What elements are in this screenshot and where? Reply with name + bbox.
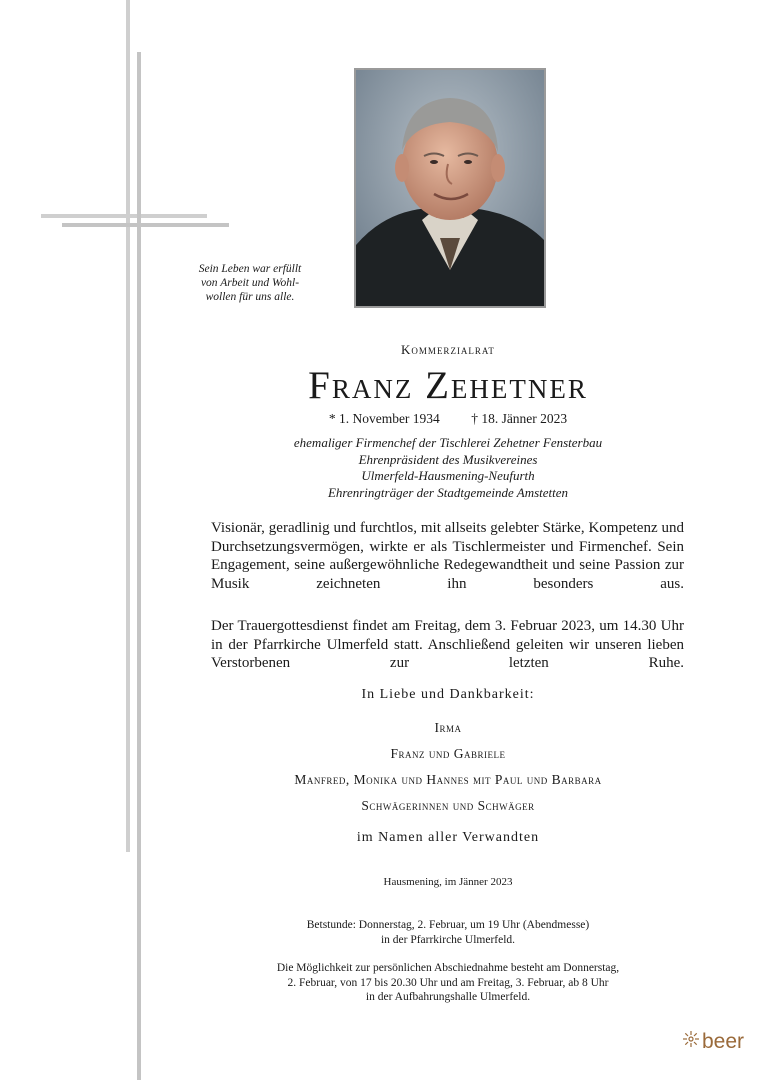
info-line: in der Aufbahrungshalle Ulmerfeld.	[365, 991, 531, 1003]
gratitude-line: In Liebe und Dankbarkeit:	[361, 687, 535, 702]
farewell-info	[210, 961, 686, 1005]
cross-vertical-front	[137, 52, 141, 1080]
quote-line: von Arbeit und Wohl-	[200, 277, 300, 289]
family-line: Franz und Gabriele	[390, 746, 506, 761]
role-line: Ehrenringträger der Stadtgemeinde Amstetten	[327, 484, 569, 500]
quote	[170, 262, 330, 304]
cross-horizontal-back	[41, 214, 207, 218]
role-line: Ulmerfeld-Hausmening-Neufurth	[361, 468, 535, 483]
cross-horizontal-front	[62, 223, 229, 227]
cross-vertical-back	[126, 0, 130, 852]
honorary-title: Kommerzialrat	[401, 342, 495, 357]
info-line: Betstunde: Donnerstag, 2. Februar, um 19 Uhr (Abendmesse)	[306, 919, 590, 931]
life-dates	[210, 411, 686, 427]
dandelion-icon	[682, 1030, 700, 1054]
info-line: 2. Februar, von 17 bis 20.30 Uhr und am Freitag, 3. Februar, ab 8 Uhr	[287, 976, 609, 989]
beer-logo	[682, 1030, 744, 1054]
info-line: Die Möglichkeit zur persönlichen Abschiednahme besteht am Donnerstag,	[276, 962, 620, 974]
roles-list	[210, 435, 686, 501]
funeral-paragraph: Der Trauergottesdienst findet am Freitag, dem 3. Februar 2023, um 14.30 Uhr in der Pfarrkirche Ulmerfeld statt. Anschließend geleiten wir unseren lieben Verstorbenen zur letzten Ruhe.	[211, 618, 684, 671]
role-line: ehemaliger Firmenchef der Tischlerei Zehetner Fensterbau	[293, 435, 603, 450]
family-line: Irma	[434, 720, 462, 735]
role-line: Ehrenpräsident des Musikvereines	[358, 451, 538, 467]
family-line: Manfred, Monika und Hannes mit Paul und Barbara	[294, 772, 602, 787]
place-date: Hausmening, im Jänner 2023	[383, 876, 513, 888]
prayer-info	[210, 918, 686, 947]
death-date: † 18. Jänner 2023	[471, 411, 568, 426]
quote-line: Sein Leben war erfüllt	[198, 263, 302, 275]
deceased-name: Franz Zehetner	[308, 364, 588, 407]
logo-text: beer	[701, 1030, 744, 1053]
info-line: in der Pfarrkirche Ulmerfeld.	[380, 933, 516, 946]
portrait-photo	[354, 68, 546, 308]
relatives-line: im Namen aller Verwandten	[356, 830, 540, 845]
birth-date: * 1. November 1934	[328, 411, 440, 426]
tribute-paragraph: Visionär, geradlinig und furchtlos, mit allseits gelebter Stärke, Kompetenz und Durchsetzungsvermögen, wirkte er als Tischlermeister und Firmenchef. Sein Engagement, seine außergewöhnliche Redegewandtheit und seine Passion zur Musik zeichneten ihn besonders aus.	[211, 520, 684, 592]
quote-line: wollen für uns alle.	[205, 291, 295, 303]
family-line: Schwägerinnen und Schwäger	[361, 798, 535, 813]
